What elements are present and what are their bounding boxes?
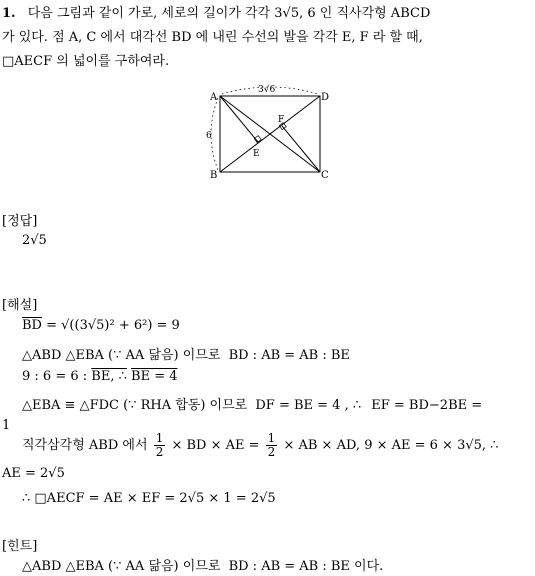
solution-line-4-c: EF = BD−2BE =: [371, 398, 483, 413]
left-dimension-arc: [211, 98, 218, 170]
solution-line-1-rest: = √((3√5)² + 6²) = 9: [46, 318, 180, 333]
answer-heading: [정답]: [2, 214, 38, 229]
fraction-half-1: $\frac{1}{2}$: [155, 431, 164, 460]
solution-line-4: [22, 394, 482, 413]
solution-line-2-a: △ABD △EBA (∵ AA 닮음) 이므로: [22, 348, 221, 363]
solution-line-4-a: △EBA ≡ △FDC (∵ RHA 합동) 이므로: [22, 398, 248, 413]
fraction-half-2: $\frac{1}{2}$: [267, 431, 276, 460]
solution-line-2: [22, 344, 350, 363]
label-f: F: [278, 115, 285, 125]
problem-line-2: 가 있다. 점 A, C 에서 대각선 BD 에 내린 수선의 발을 각각 E, F 라 할 때,: [2, 30, 423, 45]
solution-line-8-a: ∴ □AECF =: [22, 491, 100, 506]
solution-line-6: [22, 432, 498, 459]
solution-line-7: AE = 2√5: [2, 466, 65, 481]
label-c: C: [321, 170, 329, 181]
answer-value: 2√5: [22, 233, 47, 248]
solution-line-3-c: BE = 4: [131, 369, 178, 384]
problem-line-3: □AECF 의 넓이를 구하여라.: [2, 54, 170, 69]
solution-line-5: 1: [2, 418, 11, 433]
problem-line-1: [2, 2, 430, 21]
solution-line-8: [22, 491, 276, 506]
solution-line-4-b: DF = BE = 4 , ∴: [255, 398, 362, 413]
solution-line-3: [22, 369, 178, 384]
label-e: E: [253, 149, 260, 159]
perpendicular-cf: [282, 126, 320, 172]
problem-text-1: 다음 그림과 같이 가로, 세로의 길이가 각각 3√5, 6 인 직사각형 ABCD: [27, 6, 431, 21]
solution-line-8-b: AE × EF = 2√5 × 1 = 2√5: [103, 491, 276, 506]
hint-heading: [힌트]: [2, 539, 38, 554]
label-a: A: [210, 92, 218, 103]
hint-text-a: △ABD △EBA (∵ AA 닮음) 이므로: [22, 559, 221, 574]
problem-number: 1.: [2, 6, 16, 21]
solution-line-3-a: 9 : 6 = 6 :: [22, 369, 88, 384]
hint-text-b: BD : AB = AB : BE 이다.: [228, 559, 384, 574]
label-d: D: [321, 92, 330, 103]
label-left-length: 6: [206, 131, 212, 141]
segment-bd: $\overline{BD}$: [22, 318, 42, 333]
rectangle-figure: [200, 82, 340, 182]
solution-heading: [해설]: [2, 298, 38, 313]
solution-line-6-c: × AB × AD, 9 × AE = 6 × 3√5, ∴: [283, 438, 499, 454]
label-b: B: [210, 170, 218, 181]
solution-line-2-b: BD : AB = AB : BE: [228, 348, 350, 363]
solution-line-1: [22, 318, 180, 333]
solution-line-3-b: BE, ∴: [91, 369, 127, 384]
label-top-length: 3√6: [258, 85, 276, 95]
perpendicular-ae: [220, 96, 258, 142]
solution-line-6-a: 직각삼각형 ABD 에서: [22, 438, 148, 454]
solution-line-6-b: × BD × AE =: [171, 438, 260, 454]
hint-text: [22, 555, 383, 574]
